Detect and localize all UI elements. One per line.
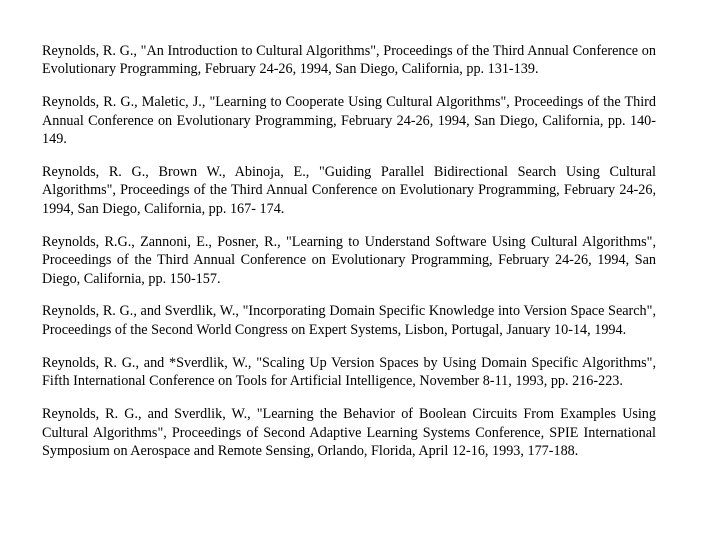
reference-entry-3: Reynolds, R. G., Brown W., Abinoja, E., "Guiding Parallel Bidirectional Search Using Cultural Algorithms", Proceedings of the Third Annual Conference on Evolutionary Programming, February 24-26, 1994, San Diego, California, pp. 167- 174.: [42, 164, 656, 217]
reference-entry-5: Reynolds, R. G., and Sverdlik, W., "Incorporating Domain Specific Knowledge into Version Space Search", Proceedings of the Second World Congress on Expert Systems, Lisbon, Portugal, January 10-14, 1994.: [42, 303, 656, 338]
reference-list: [42, 42, 656, 475]
reference-entry-4: Reynolds, R.G., Zannoni, E., Posner, R., "Learning to Understand Software Using Cultural Algorithms", Proceedings of the Third Annual Conference on Evolutionary Programming, February 24-26, 1994, San Diego, California, pp. 150-157.: [42, 233, 656, 287]
reference-entry-2: Reynolds, R. G., Maletic, J., "Learning to Cooperate Using Cultural Algorithms", Proceedings of the Third Annual Conference on Evolutionary Programming, February 24-26, 1994, San Diego, California, pp. 140-149.: [42, 94, 656, 148]
reference-entry-1: Reynolds, R. G., "An Introduction to Cultural Algorithms", Proceedings of the Third Annual Conference on Evolutionary Programming, February 24-26, 1994, San Diego, California, pp. 131-139.: [42, 43, 656, 78]
reference-entry-6: Reynolds, R. G., and *Sverdlik, W., "Scaling Up Version Spaces by Using Domain Specific Algorithms", Fifth International Conference on Tools for Artificial Intelligence, November 8-11, 1993, pp. 216-223.: [42, 354, 656, 390]
reference-entry-7: Reynolds, R. G., and Sverdlik, W., "Learning the Behavior of Boolean Circuits From Examples Using Cultural Algorithms", Proceedings of Second Adaptive Learning Systems Conference, SPIE International Symposium on Aerospace and Remote Sensing, Orlando, Florida, April 12-16, 1993, 177-188.: [42, 406, 656, 459]
